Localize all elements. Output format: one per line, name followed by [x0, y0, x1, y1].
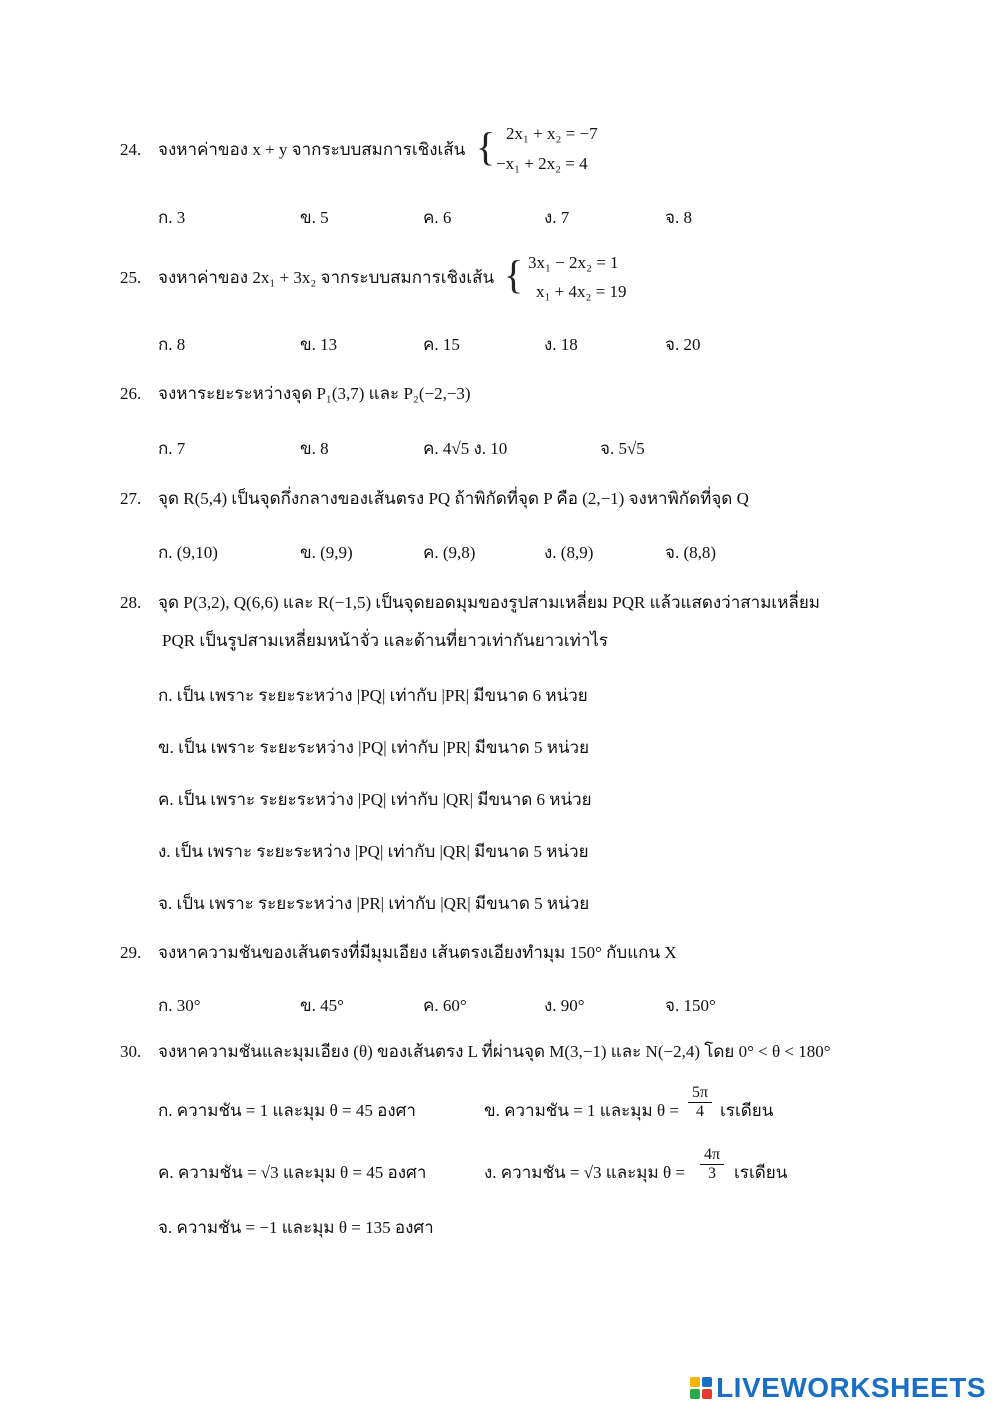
question-30-option-b-unit: เรเดียน — [720, 1101, 774, 1120]
brace-icon: { — [504, 252, 524, 297]
question-29-option-b[interactable]: ข. 45° — [300, 996, 344, 1015]
question-26-text: จงหาระยะระหว่างจุด P₁(3,7) และ P₂(−2,−3) — [158, 384, 471, 403]
question-30-option-c[interactable]: ค. ความชัน = √3 และมุม θ = 45 องศา — [158, 1163, 427, 1182]
question-28-number: 28. — [120, 593, 142, 612]
question-28-option-d[interactable]: ง. เป็น เพราะ ระยะระหว่าง |PQ| เท่ากับ |QR| มีขนาด 5 หน่วย — [158, 842, 589, 861]
question-26-option-c-d[interactable]: ค. 4√5 ง. 10 — [423, 439, 508, 458]
question-28-option-a[interactable]: ก. เป็น เพราะ ระยะระหว่าง |PQ| เท่ากับ |PR| มีขนาด 6 หน่วย — [158, 686, 588, 705]
question-25-equation-1: 3x₁ − 2x₂ = 1 — [528, 253, 619, 272]
liveworksheets-logo — [690, 1372, 986, 1404]
question-26-option-b[interactable]: ข. 8 — [300, 439, 329, 458]
question-24-number: 24. — [120, 140, 142, 159]
question-30-text: จงหาความชันและมุมเอียง (θ) ของเส้นตรง L ที่ผ่านจุด M(3,−1) และ N(−2,4) โดย 0° < θ < 180° — [158, 1042, 831, 1061]
question-30-option-a[interactable]: ก. ความชัน = 1 และมุม θ = 45 องศา — [158, 1101, 416, 1120]
question-30-option-d[interactable]: ง. ความชัน = √3 และมุม θ = — [484, 1163, 685, 1182]
question-24-option-b[interactable]: ข. 5 — [300, 208, 329, 227]
question-27-option-c[interactable]: ค. (9,8) — [423, 543, 476, 562]
question-29-option-a[interactable]: ก. 30° — [158, 996, 201, 1015]
question-25-equation-2: x₁ + 4x₂ = 19 — [536, 282, 627, 301]
question-28-option-c[interactable]: ค. เป็น เพราะ ระยะระหว่าง |PQ| เท่ากับ |QR| มีขนาด 6 หน่วย — [158, 790, 592, 809]
liveworksheets-brand-text: LIVEWORKSHEETS — [716, 1372, 986, 1403]
question-26-option-a[interactable]: ก. 7 — [158, 439, 186, 458]
question-27-option-e[interactable]: จ. (8,8) — [665, 543, 717, 562]
brace-icon: { — [476, 124, 496, 169]
question-25-option-d[interactable]: ง. 18 — [544, 335, 578, 354]
question-30-option-e[interactable]: จ. ความชัน = −1 และมุม θ = 135 องศา — [158, 1218, 434, 1237]
question-25-number: 25. — [120, 268, 142, 287]
question-27-option-a[interactable]: ก. (9,10) — [158, 543, 218, 562]
question-29-number: 29. — [120, 943, 142, 962]
fraction-denominator: 4 — [688, 1102, 712, 1121]
question-29-option-d[interactable]: ง. 90° — [544, 996, 585, 1015]
question-25-option-c[interactable]: ค. 15 — [423, 335, 460, 354]
question-27-number: 27. — [120, 489, 142, 508]
question-27-option-d[interactable]: ง. (8,9) — [544, 543, 594, 562]
question-29-text: จงหาความชันของเส้นตรงที่มีมุมเอียง เส้นตรงเอียงทำมุม 150° กับแกน X — [158, 943, 677, 962]
question-25-option-e[interactable]: จ. 20 — [665, 335, 701, 354]
question-28-line-1: จุด P(3,2), Q(6,6) และ R(−1,5) เป็นจุดยอดมุมของรูปสามเหลี่ยม PQR แล้วแสดงว่าสามเหลี่ยม — [158, 593, 820, 612]
question-28-option-e[interactable]: จ. เป็น เพราะ ระยะระหว่าง |PR| เท่ากับ |QR| มีขนาด 5 หน่วย — [158, 894, 590, 913]
question-26-option-e[interactable]: จ. 5√5 — [600, 439, 645, 458]
question-30-option-d-fraction — [700, 1146, 724, 1183]
question-24-option-c[interactable]: ค. 6 — [423, 208, 452, 227]
question-29-option-e[interactable]: จ. 150° — [665, 996, 716, 1015]
question-24-option-a[interactable]: ก. 3 — [158, 208, 186, 227]
question-28-option-b[interactable]: ข. เป็น เพราะ ระยะระหว่าง |PQ| เท่ากับ |PR| มีขนาด 5 หน่วย — [158, 738, 590, 757]
question-30-option-b[interactable]: ข. ความชัน = 1 และมุม θ = — [484, 1101, 679, 1120]
question-30-option-d-unit: เรเดียน — [734, 1163, 788, 1182]
question-25-option-b[interactable]: ข. 13 — [300, 335, 338, 354]
question-24-option-e[interactable]: จ. 8 — [665, 208, 692, 227]
question-29-option-c[interactable]: ค. 60° — [423, 996, 467, 1015]
fraction-numerator: 4π — [703, 1146, 721, 1163]
fraction-numerator: 5π — [691, 1084, 709, 1101]
question-28-line-2: PQR เป็นรูปสามเหลี่ยมหน้าจั่ว และด้านที่ยาวเท่ากันยาวเท่าไร — [162, 631, 609, 650]
question-27-text: จุด R(5,4) เป็นจุดกึ่งกลางของเส้นตรง PQ ถ้าพิกัดที่จุด P คือ (2,−1) จงหาพิกัดที่จุด Q — [158, 489, 749, 508]
question-30-number: 30. — [120, 1042, 142, 1061]
question-25-option-a[interactable]: ก. 8 — [158, 335, 186, 354]
question-24-option-d[interactable]: ง. 7 — [544, 208, 570, 227]
question-24-equation-1: 2x₁ + x₂ = −7 — [506, 124, 598, 143]
question-25-text: จงหาค่าของ 2x₁ + 3x₂ จากระบบสมการเชิงเส้น — [158, 268, 495, 287]
question-24-equation-2: −x₁ + 2x₂ = 4 — [496, 154, 588, 173]
question-30-option-b-fraction — [688, 1084, 712, 1121]
question-24-text: จงหาค่าของ x + y จากระบบสมการเชิงเส้น — [158, 140, 466, 159]
question-26-number: 26. — [120, 384, 142, 403]
fraction-denominator: 3 — [700, 1164, 724, 1183]
question-27-option-b[interactable]: ข. (9,9) — [300, 543, 353, 562]
liveworksheets-logo-icon — [690, 1377, 712, 1399]
